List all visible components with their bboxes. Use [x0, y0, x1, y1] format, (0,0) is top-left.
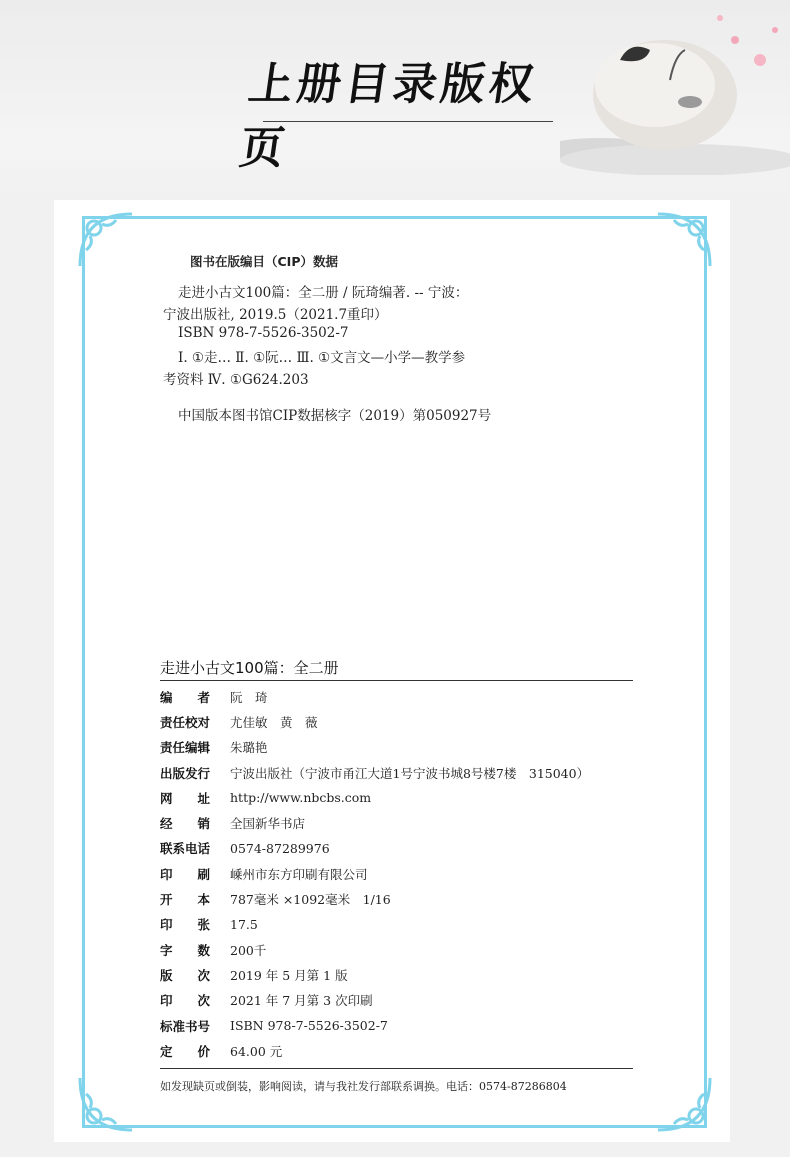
book-title: 走进小古文100篇：全二册 — [160, 659, 339, 677]
info-label: 网 址 — [160, 790, 211, 806]
info-row — [160, 810, 633, 835]
cip-line: 考资料 Ⅳ. ①G624.203 — [163, 372, 309, 388]
cip-line: ISBN 978-7-5526-3502-7 — [178, 325, 349, 341]
publication-info-table — [160, 684, 633, 1063]
scroll-ornament-icon — [76, 1074, 136, 1134]
info-value: 尤佳敏 黄 薇 — [230, 714, 318, 730]
info-row — [160, 684, 633, 709]
info-label: 编 者 — [160, 689, 211, 705]
info-value: 阮 琦 — [230, 689, 268, 705]
cip-line: Ⅰ. ①走… Ⅱ. ①阮… Ⅲ. ①文言文—小学—教学参 — [178, 350, 466, 366]
scroll-ornament-icon — [654, 210, 714, 270]
info-row — [160, 1038, 633, 1063]
info-row — [160, 988, 633, 1013]
info-label: 开 本 — [160, 892, 211, 908]
website-link[interactable]: http://www.nbcbs.com — [230, 790, 372, 806]
info-row — [160, 735, 633, 760]
info-label: 印 张 — [160, 917, 211, 933]
cip-number: 中国版本图书馆CIP数据核字（2019）第050927号 — [178, 408, 492, 424]
info-row — [160, 886, 633, 911]
info-value: 嵊州市东方印刷有限公司 — [230, 866, 368, 882]
info-label: 联系电话 — [160, 841, 211, 857]
info-value: 朱璐艳 — [230, 740, 268, 756]
info-label: 责任校对 — [160, 714, 211, 730]
info-row — [160, 912, 633, 937]
divider — [160, 680, 633, 681]
info-value: 200千 — [230, 942, 267, 958]
scroll-ornament-icon — [76, 210, 136, 270]
info-row — [160, 785, 633, 810]
info-row — [160, 836, 633, 861]
scroll-ornament-icon — [654, 1074, 714, 1134]
info-value: ISBN 978-7-5526-3502-7 — [230, 1018, 388, 1033]
info-value: 17.5 — [230, 916, 258, 932]
page-title: 上册目录版权页 — [236, 59, 541, 174]
cip-line: 宁波出版社, 2019.5（2021.7重印） — [163, 307, 388, 323]
cip-heading: 图书在版编目（CIP）数据 — [190, 254, 338, 269]
info-label: 出版发行 — [160, 765, 211, 781]
info-label: 责任编辑 — [160, 740, 211, 756]
info-label: 印 刷 — [160, 866, 211, 882]
info-value: 2021 年 7 月第 3 次印刷 — [230, 993, 373, 1009]
info-row — [160, 760, 633, 785]
info-value: 2019 年 5 月第 1 版 — [230, 967, 348, 983]
info-row — [160, 937, 633, 962]
stone-lotus-decoration — [560, 0, 790, 175]
info-label: 标准书号 — [160, 1018, 211, 1034]
info-value: 64.00 元 — [230, 1043, 283, 1059]
info-row — [160, 962, 633, 987]
info-row — [160, 861, 633, 886]
info-value: 787毫米 ×1092毫米 1/16 — [230, 892, 391, 908]
divider — [160, 1068, 633, 1069]
title-underline — [263, 121, 553, 122]
info-label: 印 次 — [160, 993, 211, 1009]
info-label: 版 次 — [160, 967, 211, 983]
cip-line: 走进小古文100篇：全二册 / 阮琦编著. -- 宁波： — [178, 285, 469, 301]
info-row — [160, 1013, 633, 1038]
info-value: 全国新华书店 — [230, 816, 306, 832]
footer-note: 如发现缺页或倒装，影响阅读，请与我社发行部联系调换。电话：0574-87286804 — [160, 1080, 567, 1093]
info-label: 经 销 — [160, 816, 211, 832]
info-value: 宁波出版社（宁波市甬江大道1号宁波书城8号楼7楼 315040） — [230, 765, 590, 781]
info-row — [160, 709, 633, 734]
info-label: 定 价 — [160, 1043, 211, 1059]
info-value: 0574-87289976 — [230, 840, 330, 856]
info-label: 字 数 — [160, 942, 211, 958]
